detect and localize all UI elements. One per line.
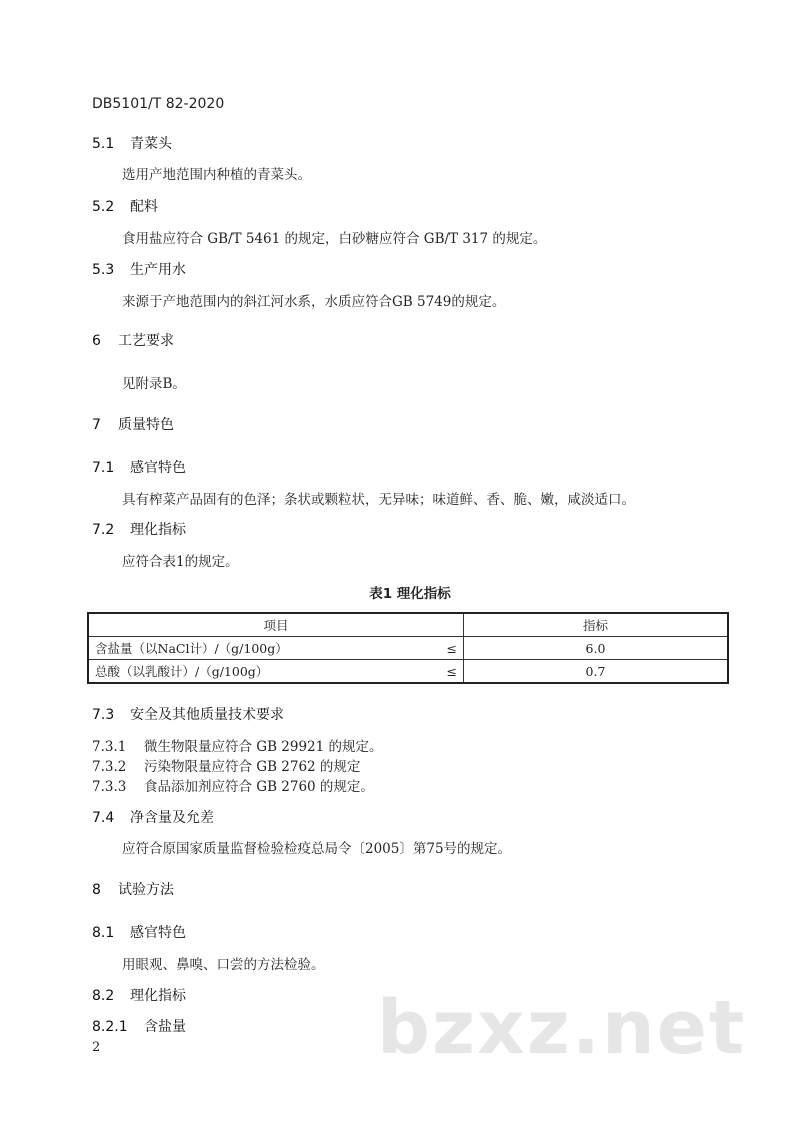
section-number: 7 — [92, 417, 101, 433]
cell-value: 0.7 — [464, 660, 729, 684]
section-title: 质量特色 — [118, 417, 174, 433]
item-number: 7.3.3 — [92, 779, 127, 795]
item-number: 7.3.1 — [92, 739, 127, 755]
section-heading-8-2 — [92, 985, 186, 1005]
section-heading-6 — [92, 330, 174, 350]
section-heading-8-1 — [92, 922, 186, 942]
section-text-8-1: 用眼观、鼻嗅、口尝的方法检验。 — [122, 957, 325, 973]
section-title: 感官特色 — [130, 460, 186, 476]
section-text-7-2: 应符合表1的规定。 — [122, 554, 239, 570]
section-number: 6 — [92, 333, 101, 349]
cell-item: 含盐量（以NaCl计）/（g/100g） — [95, 641, 288, 656]
section-number: 7.2 — [92, 522, 115, 538]
section-title: 青菜头 — [130, 136, 172, 152]
section-title: 感官特色 — [130, 925, 186, 941]
document-code: DB5101/T 82-2020 — [92, 96, 225, 112]
section-heading-7-3 — [92, 704, 284, 724]
watermark: bzxz.net — [377, 985, 747, 1071]
section-item-7-3-1 — [92, 735, 383, 755]
section-number: 7.3 — [92, 707, 115, 723]
section-item-7-3-3 — [92, 775, 374, 795]
section-heading-7 — [92, 414, 174, 434]
column-header-value: 指标 — [464, 613, 729, 637]
physicochemical-table — [87, 612, 729, 684]
cell-operator: ≤ — [446, 663, 457, 679]
column-header-item: 项目 — [88, 613, 464, 637]
section-number: 5.1 — [92, 136, 115, 152]
section-number: 8 — [92, 882, 101, 898]
cell-value: 6.0 — [464, 637, 729, 660]
section-heading-7-2 — [92, 519, 186, 539]
item-text: 微生物限量应符合 GB 29921 的规定。 — [144, 739, 383, 755]
section-number: 8.2.1 — [92, 1019, 128, 1035]
section-heading-5-3 — [92, 259, 186, 279]
table-row — [88, 637, 728, 660]
table-row — [88, 660, 728, 684]
table-header-row — [88, 613, 728, 637]
section-title: 试验方法 — [118, 882, 174, 898]
section-number: 8.1 — [92, 925, 115, 941]
section-item-7-3-2 — [92, 755, 360, 775]
section-title: 生产用水 — [130, 262, 186, 278]
section-heading-5-1 — [92, 133, 172, 153]
table-caption: 表1 理化指标 — [369, 586, 451, 602]
section-text-7-1: 具有榨菜产品固有的色泽；条状或颗粒状，无异味；味道鲜、香、脆、嫩，咸淡适口。 — [122, 492, 635, 508]
item-text: 污染物限量应符合 GB 2762 的规定 — [144, 759, 361, 775]
section-number: 7.4 — [92, 810, 115, 826]
section-heading-5-2 — [92, 196, 158, 216]
section-title: 工艺要求 — [118, 333, 174, 349]
section-title: 理化指标 — [130, 988, 186, 1004]
item-text: 食品添加剂应符合 GB 2760 的规定。 — [144, 779, 374, 795]
section-title: 净含量及允差 — [130, 810, 214, 826]
section-text-5-2: 食用盐应符合 GB/T 5461 的规定，白砂糖应符合 GB/T 317 的规定。 — [122, 231, 547, 247]
item-number: 7.3.2 — [92, 759, 127, 775]
section-heading-8-2-1 — [92, 1016, 186, 1036]
section-text-5-3: 来源于产地范围内的斜江河水系，水质应符合GB 5749的规定。 — [122, 294, 506, 310]
section-number: 7.1 — [92, 460, 115, 476]
section-text-7-4: 应符合原国家质量监督检验检疫总局令〔2005〕第75号的规定。 — [122, 841, 512, 857]
section-number: 8.2 — [92, 988, 115, 1004]
section-title: 含盐量 — [144, 1019, 186, 1035]
section-title: 安全及其他质量技术要求 — [130, 707, 284, 723]
section-title: 配料 — [130, 199, 158, 215]
section-number: 5.3 — [92, 262, 115, 278]
cell-item: 总酸（以乳酸计）/（g/100g） — [95, 664, 269, 679]
section-heading-7-1 — [92, 457, 186, 477]
page-number: 2 — [92, 1040, 101, 1055]
section-text-5-1: 选用产地范围内种植的青菜头。 — [122, 167, 311, 183]
section-title: 理化指标 — [130, 522, 186, 538]
section-heading-8 — [92, 879, 174, 899]
section-heading-7-4 — [92, 807, 214, 827]
section-text-6: 见附录B。 — [122, 376, 186, 392]
section-number: 5.2 — [92, 199, 115, 215]
cell-operator: ≤ — [446, 640, 457, 656]
